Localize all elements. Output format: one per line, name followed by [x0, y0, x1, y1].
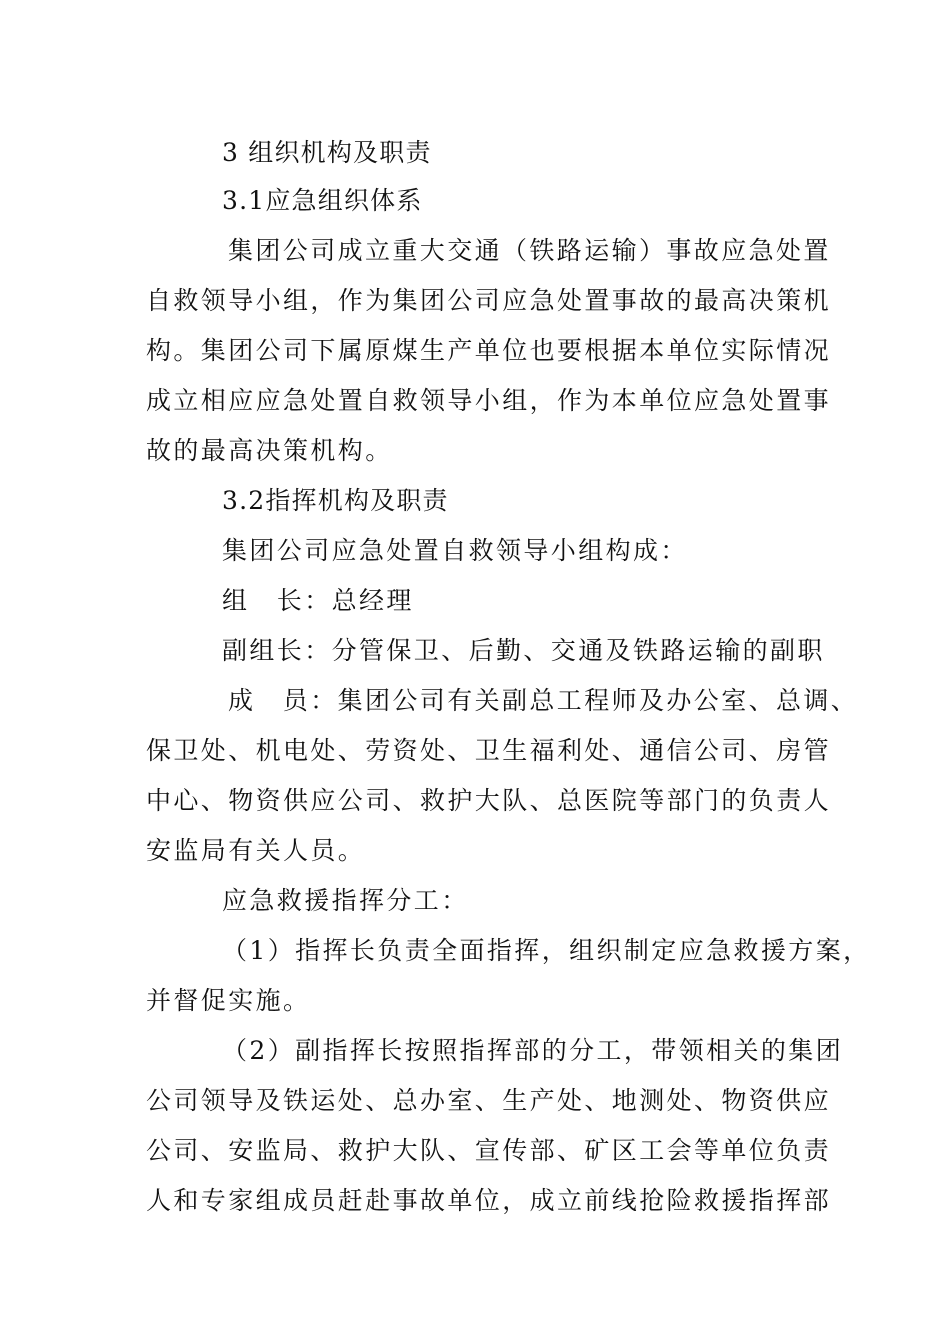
- list-item-line: （2）副指挥长按照指挥部的分工，带领相关的集团: [222, 1036, 844, 1065]
- list-item-line: 公司、安监局、救护大队、宣传部、矿区工会等单位负责: [146, 1136, 832, 1165]
- heading-section-3: 3 组织机构及职责: [222, 138, 432, 167]
- list-item-line: 公司领导及铁运处、总办室、生产处、地测处、物资供应: [146, 1086, 832, 1115]
- paragraph-line: 成立相应应急处置自救领导小组，作为本单位应急处置事: [146, 386, 832, 415]
- heading-section-3-2: 3.2指挥机构及职责: [222, 486, 449, 515]
- members-line: 保卫处、机电处、劳资处、卫生福利处、通信公司、房管: [146, 736, 832, 765]
- members-line: 中心、物资供应公司、救护大队、总医院等部门的负责人: [146, 786, 832, 815]
- members-line: 安监局有关人员。: [146, 836, 366, 865]
- leader-line: 组 长：总经理: [222, 586, 414, 615]
- list-item-line: （1）指挥长负责全面指挥，组织制定应急救援方案，: [222, 936, 871, 965]
- paragraph-line: 集团公司成立重大交通（铁路运输）事故应急处置: [228, 236, 831, 265]
- deputy-line: 副组长：分管保卫、后勤、交通及铁路运输的副职: [222, 636, 825, 665]
- paragraph-line: 构。集团公司下属原煤生产单位也要根据本单位实际情况: [146, 336, 832, 365]
- members-line: 成 员：集团公司有关副总工程师及办公室、总调、: [228, 686, 859, 715]
- list-item-line: 人和专家组成员赶赴事故单位，成立前线抢险救援指挥部: [146, 1186, 832, 1215]
- list-item-line: 并督促实施。: [146, 986, 311, 1015]
- paragraph-line: 集团公司应急处置自救领导小组构成：: [222, 536, 688, 565]
- division-title: 应急救援指挥分工：: [222, 886, 469, 915]
- paragraph-line: 自救领导小组，作为集团公司应急处置事故的最高决策机: [146, 286, 832, 315]
- paragraph-line: 故的最高决策机构。: [146, 436, 393, 465]
- heading-section-3-1: 3.1应急组织体系: [222, 186, 423, 215]
